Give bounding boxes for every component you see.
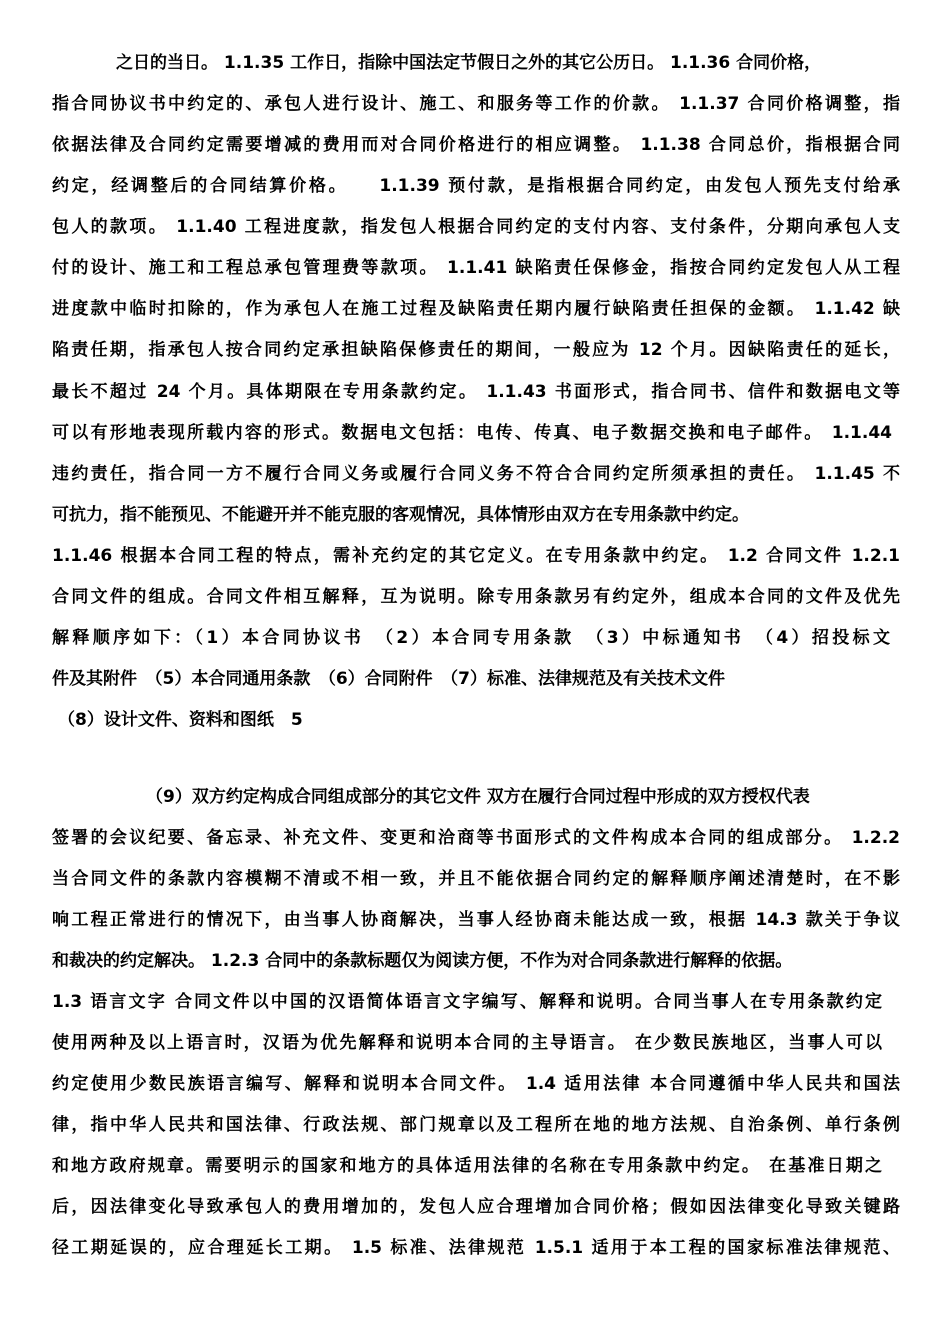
text-line: 后，因法律变化导致承包人的费用增加的，发包人应合理增加合同价格；假如因法律变化导致关键路 <box>52 1197 900 1217</box>
text-line: 1.3 语言文字 合同文件以中国的汉语简体语言文字编写、解释和说明。合同当事人在专用条款约定 <box>52 992 882 1012</box>
text-line: 进度款中临时扣除的，作为承包人在施工过程及缺陷责任期内履行缺陷责任担保的金额。 1.1.42 缺 <box>52 299 900 319</box>
text-line: 径工期延误的，应合理延长工期。 1.5 标准、法律规范 1.5.1 适用于本工程的国家标准法律规范、 <box>52 1238 900 1258</box>
text-line: 依据法律及合同约定需要增减的费用而对合同价格进行的相应调整。 1.1.38 合同总价，指根据合同 <box>52 135 900 155</box>
text-line: 付的设计、施工和工程总承包管理费等款项。 1.1.41 缺陷责任保修金，指按合同约定发包人从工程 <box>52 258 900 278</box>
text-line: 1.1.46 根据本合同工程的特点，需补充约定的其它定义。在专用条款中约定。 1.2 合同文件 1.2.1 <box>52 546 900 566</box>
text-line: 使用两种及以上语言时，汉语为优先解释和说明本合同的主导语言。 在少数民族地区，当事人可以 <box>52 1033 882 1053</box>
text-line: 可抗力，指不能预见、不能避开并不能克服的客观情况，具体情形由双方在专用条款中约定。 <box>52 505 749 525</box>
text-line: 律，指中华人民共和国法律、行政法规、部门规章以及工程所在地的地方法规、自治条例、单行条例 <box>52 1115 900 1135</box>
text-line: 违约责任，指合同一方不履行合同义务或履行合同义务不符合合同约定所须承担的责任。 1.1.45 不 <box>52 464 900 484</box>
text-line: 之日的当日。 1.1.35 工作日，指除中国法定节假日之外的其它公历日。 1.1.36 合同价格， <box>116 53 822 73</box>
text-line: 合同文件的组成。合同文件相互解释，互为说明。除专用条款另有约定外，组成本合同的文件及优先 <box>52 587 900 607</box>
text-line: （8）设计文件、资料和图纸 5 <box>58 710 303 730</box>
text-line: 解释顺序如下：（1）本合同协议书 （2）本合同专用条款 （3）中标通知书 （4）招投标文 <box>52 628 890 648</box>
text-line: 指合同协议书中约定的、承包人进行设计、施工、和服务等工作的价款。 1.1.37 合同价格调整，指 <box>52 94 900 114</box>
text-line: 和裁决的约定解决。 1.2.3 合同中的条款标题仅为阅读方便，不作为对合同条款进行解释的依据。 <box>52 951 793 971</box>
text-line: 陷责任期，指承包人按合同约定承担缺陷保修责任的期间，一般应为 12 个月。因缺陷责任的延长， <box>52 340 900 360</box>
text-line: 约定，经调整后的合同结算价格。 1.1.39 预付款，是指根据合同约定，由发包人预先支付给承 <box>52 176 900 196</box>
text-line: （9）双方约定构成合同组成部分的其它文件 双方在履行合同过程中形成的双方授权代表 <box>146 787 810 807</box>
text-line: 当合同文件的条款内容模糊不清或不相一致，并且不能依据合同约定的解释顺序阐述清楚时，在不影 <box>52 869 900 889</box>
text-line: 签署的会议纪要、备忘录、补充文件、变更和洽商等书面形式的文件构成本合同的组成部分。 1.2.2 <box>52 828 900 848</box>
text-line: 可以有形地表现所载内容的形式。数据电文包括：电传、传真、电子数据交换和电子邮件。 1.1.44 <box>52 423 892 443</box>
text-line: 约定使用少数民族语言编写、解释和说明本合同文件。 1.4 适用法律 本合同遵循中华人民共和国法 <box>52 1074 900 1094</box>
text-line: 和地方政府规章。需要明示的国家和地方的具体适用法律的名称在专用条款中约定。 在基准日期之 <box>52 1156 882 1176</box>
text-line: 最长不超过 24 个月。具体期限在专用条款约定。 1.1.43 书面形式，指合同书、信件和数据电文等 <box>52 382 900 402</box>
text-line: 包人的款项。 1.1.40 工程进度款，指发包人根据合同约定的支付内容、支付条件，分期向承包人支 <box>52 217 900 237</box>
text-line: 件及其附件 （5）本合同通用条款 （6）合同附件 （7）标准、法律规范及有关技术文件 <box>52 669 725 689</box>
text-line: 响工程正常进行的情况下，由当事人协商解决，当事人经协商未能达成一致，根据 14.3 款关于争议 <box>52 910 900 930</box>
